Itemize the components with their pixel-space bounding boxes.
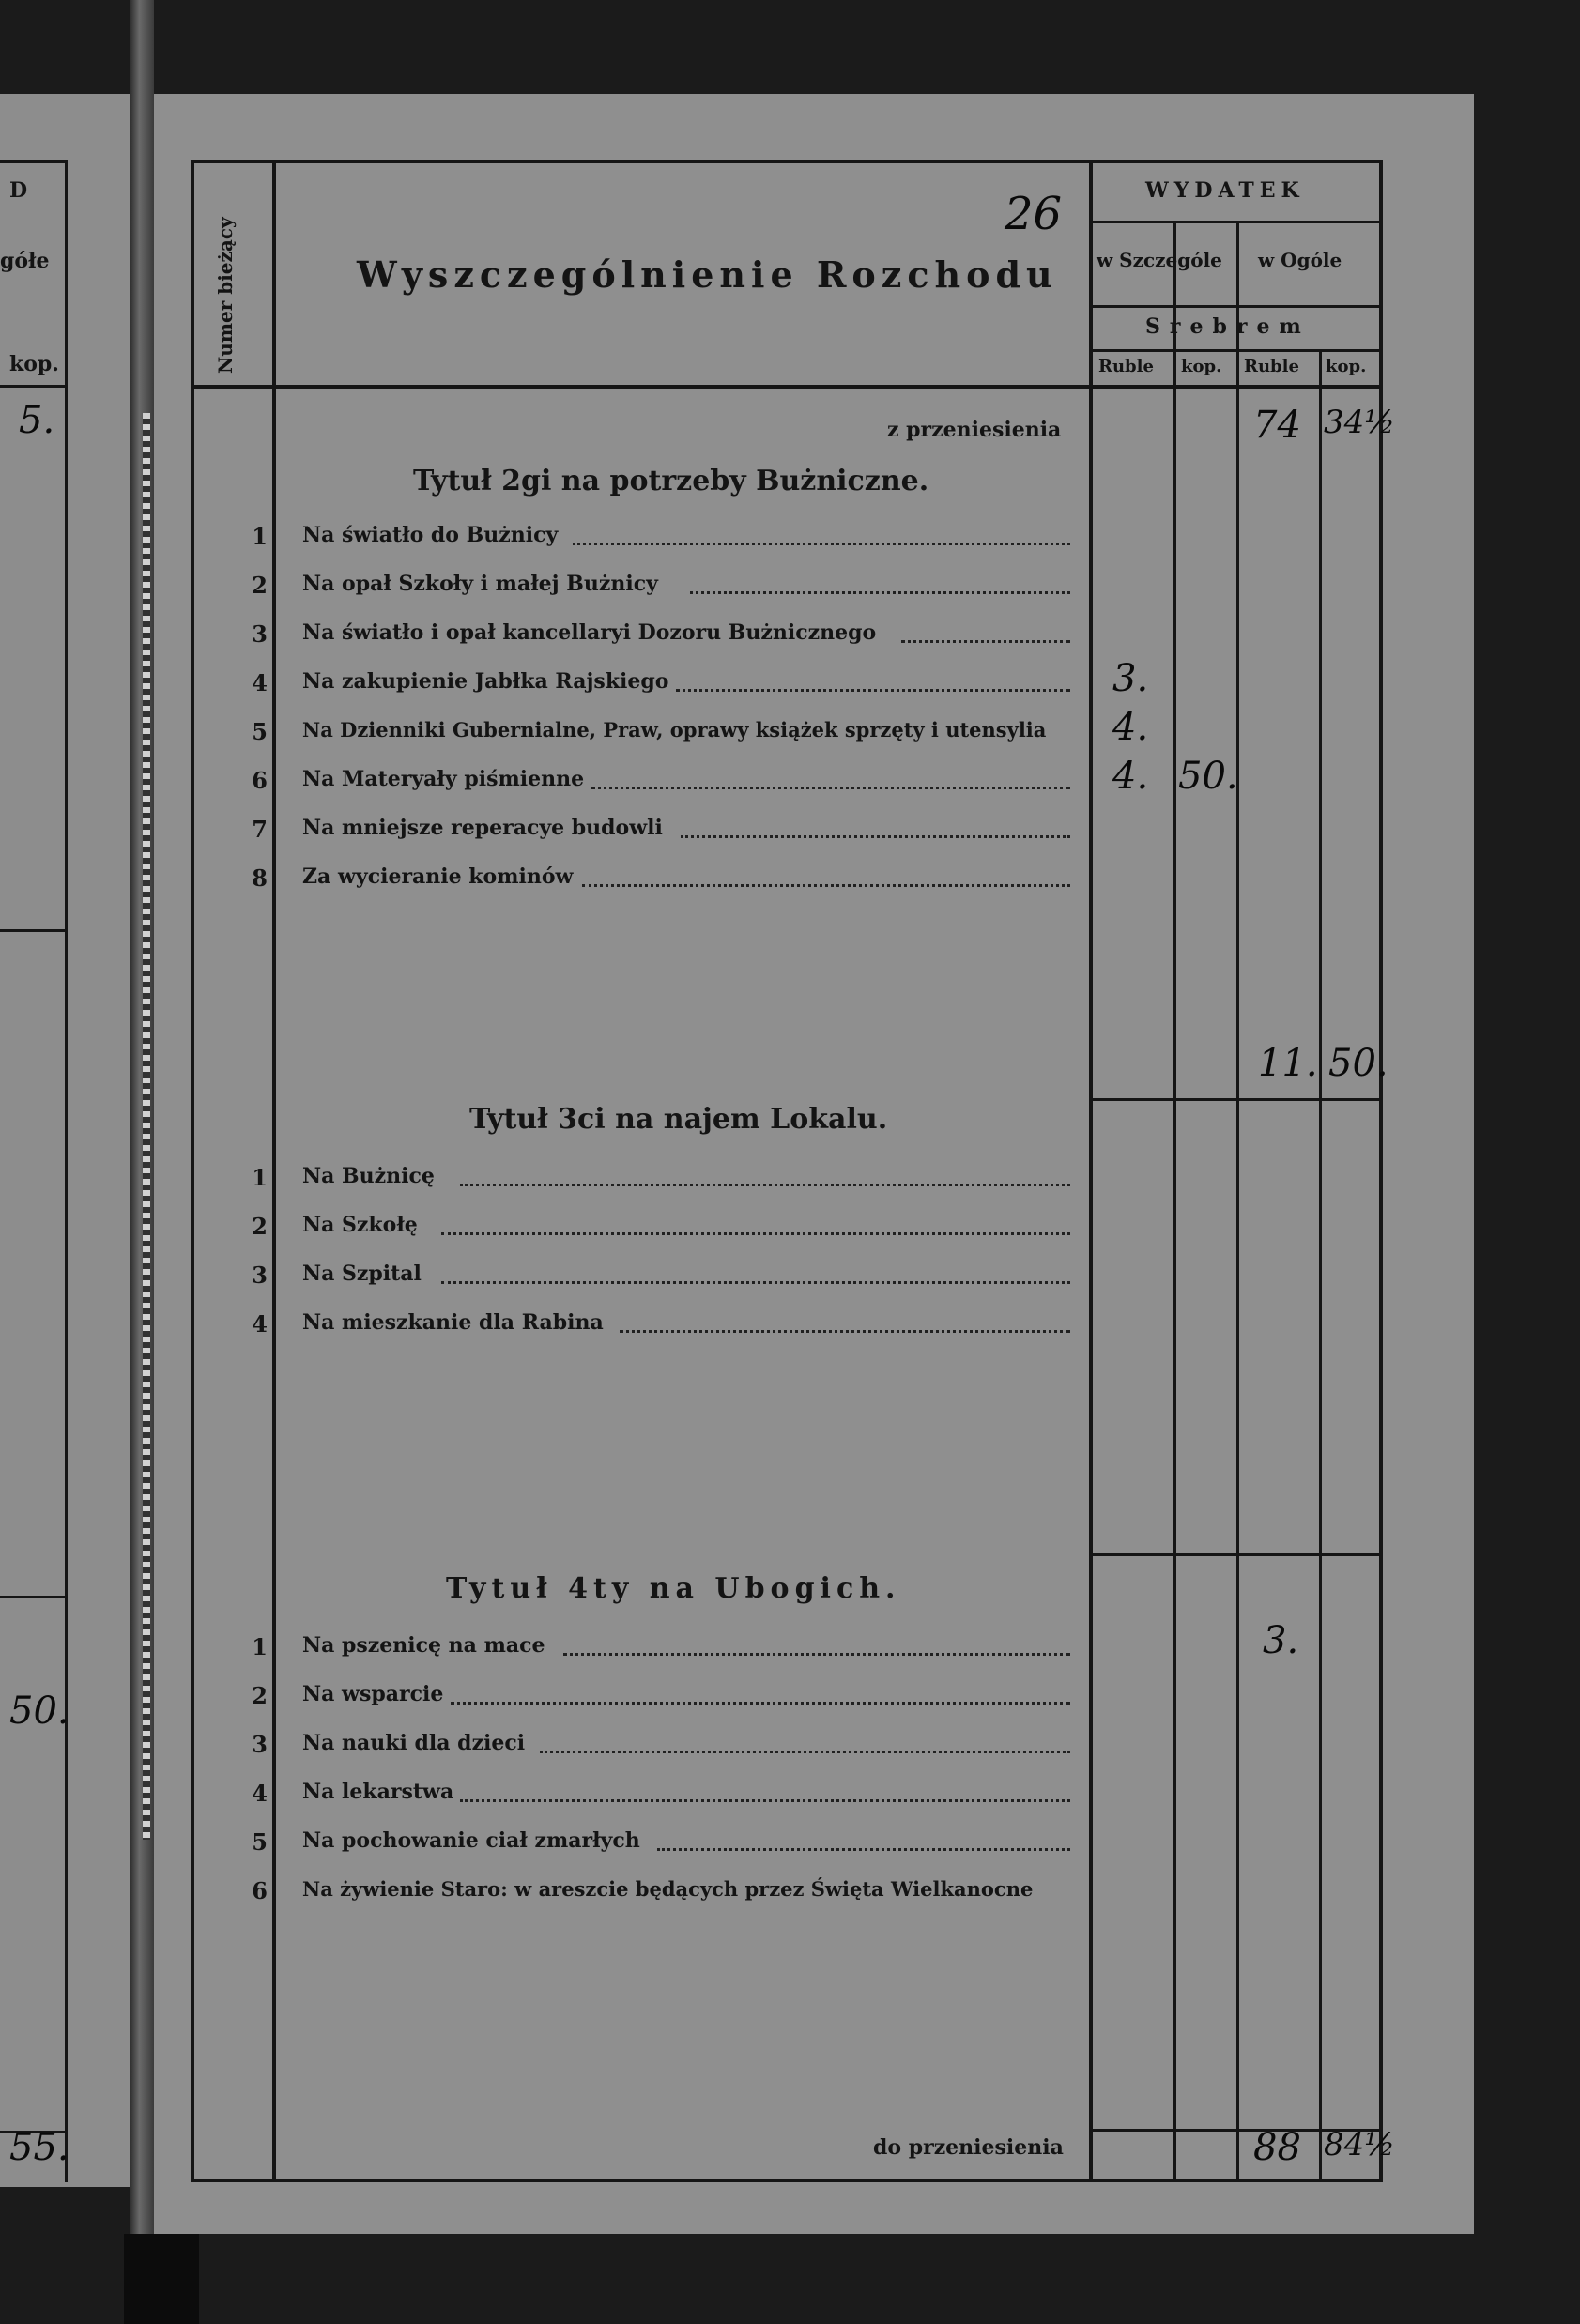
item-text: Na żywienie Staro: w areszcie będących przez Święta Wielkanocne (302, 1877, 1034, 1901)
item-number: 1 (252, 1633, 268, 1660)
item-number: 4 (252, 669, 268, 696)
item-text: Na światło do Bużnicy (302, 523, 559, 547)
section-rule (1089, 1098, 1383, 1101)
section-total-kop: 50. (1328, 1042, 1388, 1085)
item-number: 2 (252, 572, 268, 599)
left-handwritten-value: 55. (9, 2126, 69, 2169)
item-text: Na Materyały piśmienne (302, 767, 585, 791)
rule (0, 1596, 68, 1598)
leader-dots (620, 1330, 1070, 1333)
kop-header: kop. (1181, 357, 1222, 376)
item-number: 3 (252, 1731, 268, 1758)
section-heading: Tytuł 4ty na Ubogich. (446, 1572, 901, 1605)
amount-ruble: 4. (1112, 755, 1149, 798)
item-text: Na wsparcie (302, 1682, 444, 1706)
item-number: 2 (252, 1682, 268, 1709)
leader-dots (573, 543, 1070, 545)
leader-dots (676, 689, 1070, 692)
carry-in-ruble: 74 (1253, 404, 1301, 447)
item-text: Na mniejsze reperacye budowli (302, 816, 663, 840)
section-rule (1089, 1553, 1383, 1556)
amount-ogole: 3. (1263, 1619, 1299, 1662)
book-spine (130, 0, 154, 2324)
carry-out-label: do przeniesienia (873, 2135, 1064, 2160)
spine-tab (124, 2234, 199, 2324)
leader-dots (901, 640, 1070, 643)
header-rule (191, 385, 1383, 389)
leader-dots (563, 1653, 1070, 1656)
leader-dots (681, 835, 1070, 838)
amount-kop: 50. (1178, 755, 1238, 798)
carry-out-ruble: 88 (1253, 2126, 1301, 2169)
section-heading: Tytuł 3ci na najem Lokalu. (469, 1103, 888, 1136)
left-handwritten-value: 50. (9, 1689, 69, 1733)
item-text: Na opał Szkoły i małej Bużnicy (302, 572, 658, 596)
left-handwritten-value: 5. (19, 399, 55, 442)
item-text: Na Dzienniki Gubernialne, Praw, oprawy książek sprzęty i utensylia (302, 718, 1047, 742)
leader-dots (582, 884, 1070, 887)
item-number: 8 (252, 864, 268, 892)
item-number: 4 (252, 1780, 268, 1807)
column-rule (1236, 223, 1239, 2182)
item-text: Na lekarstwa (302, 1780, 454, 1804)
item-text: Na Szkołę (302, 1213, 418, 1237)
item-text: Na pszenicę na mace (302, 1633, 545, 1658)
leader-dots (460, 1184, 1070, 1186)
item-number: 5 (252, 1828, 268, 1856)
leader-dots (591, 787, 1070, 789)
item-text: Na nauki dla dzieci (302, 1731, 526, 1755)
section-heading: Tytuł 2gi na potrzeby Bużniczne. (413, 465, 929, 497)
carry-out-kop: 84½ (1324, 2126, 1396, 2163)
column-rule (1173, 223, 1176, 2182)
ruble-header: Ruble (1244, 357, 1299, 376)
ruble-header: Ruble (1098, 357, 1154, 376)
amount-ruble: 4. (1112, 706, 1149, 749)
leader-dots (441, 1232, 1070, 1235)
column-rule (272, 160, 276, 2182)
binding-string (143, 413, 150, 1840)
leader-dots (451, 1702, 1070, 1705)
item-text: Na pochowanie ciał zmarłych (302, 1828, 640, 1853)
leader-dots (690, 591, 1070, 594)
amount-ruble: 3. (1112, 657, 1149, 700)
item-number: 5 (252, 718, 268, 745)
item-number: 1 (252, 1164, 268, 1191)
left-header-fragment: gółe (0, 249, 50, 273)
left-header-fragment: D (9, 178, 28, 203)
w-ogole-header: w Ogóle (1258, 249, 1342, 271)
leader-dots (540, 1751, 1070, 1753)
item-number: 6 (252, 1877, 268, 1904)
leader-dots (441, 1281, 1070, 1284)
srebrem-header: Srebrem (1145, 314, 1311, 339)
leader-dots (657, 1848, 1070, 1851)
item-text: Na Bużnicę (302, 1164, 435, 1188)
item-number: 2 (252, 1213, 268, 1240)
column-rule (1319, 352, 1322, 2182)
header-rule (1089, 305, 1383, 308)
item-number: 4 (252, 1310, 268, 1338)
column-number-header: Numer bieżący (214, 217, 237, 375)
kop-header: kop. (1326, 357, 1367, 376)
page-title: Wyszczególnienie Rozchodu (357, 253, 1058, 296)
item-text: Na zakupienie Jabłka Rajskiego (302, 669, 669, 694)
wydatek-header: WYDATEK (1145, 178, 1305, 203)
item-text: Za wycieranie kominów (302, 864, 574, 889)
rule (0, 929, 68, 932)
item-number: 7 (252, 816, 268, 843)
item-number: 6 (252, 767, 268, 794)
carry-in-kop: 34½ (1324, 404, 1396, 441)
w-szczegole-header: w Szczególe (1097, 249, 1222, 271)
leader-dots (460, 1799, 1070, 1802)
carry-in-label: z przeniesienia (887, 418, 1062, 442)
handwritten-page-number: 26 (1005, 188, 1063, 240)
column-rule (1089, 160, 1093, 2182)
item-text: Na Szpital (302, 1261, 422, 1286)
header-rule (1089, 221, 1383, 223)
item-number: 3 (252, 1261, 268, 1289)
left-page-table (0, 160, 68, 2182)
item-number: 1 (252, 523, 268, 550)
left-header-fragment: kop. (9, 352, 59, 376)
item-number: 3 (252, 620, 268, 648)
section-total-ruble: 11. (1258, 1042, 1318, 1085)
item-text: Na mieszkanie dla Rabina (302, 1310, 604, 1335)
header-rule (1089, 349, 1383, 352)
rule (0, 385, 68, 388)
item-text: Na światło i opał kancellaryi Dozoru Bużnicznego (302, 620, 877, 645)
